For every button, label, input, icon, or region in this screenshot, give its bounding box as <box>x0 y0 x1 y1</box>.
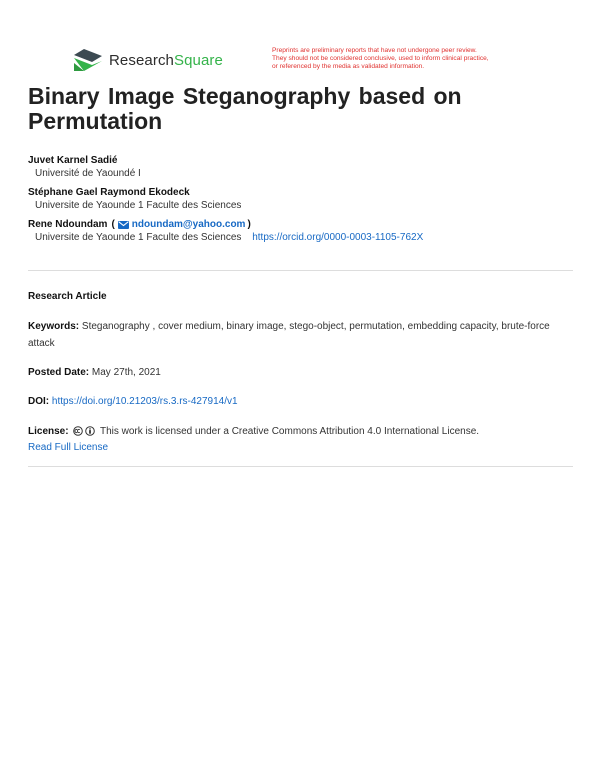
envelope-icon <box>118 221 129 229</box>
attribution-icon <box>85 426 95 436</box>
article-type: Research Article <box>28 291 107 302</box>
creative-commons-icon <box>73 426 83 436</box>
divider <box>28 466 573 467</box>
notice-line-3: or referenced by the media as validated information. <box>272 63 425 70</box>
keywords-label: Keywords: <box>28 321 80 332</box>
preprint-notice <box>272 47 552 71</box>
research-square-brand[interactable] <box>74 49 223 71</box>
author-list <box>28 154 588 250</box>
email-open-paren: ( <box>111 219 115 230</box>
brand-name: ResearchSquare <box>109 51 223 69</box>
keywords-value: Steganography , cover medium, binary image, stego-object, permutation, embedding capacity, brute-force attack <box>28 321 550 349</box>
notice-line-1: Preprints are preliminary reports that have not undergone peer review. <box>272 47 477 54</box>
email-close-paren: ) <box>247 219 251 230</box>
article-title: Binary Image Steganography based on Permutation <box>28 83 462 134</box>
author-name: Juvet Karnel Sadié <box>28 155 118 166</box>
author-affiliation: Universite de Yaounde 1 Faculte des Sciences <box>35 200 242 211</box>
read-full-license-link[interactable]: Read Full License <box>28 442 109 453</box>
doi-label: DOI: <box>28 396 50 407</box>
author-affiliation-row <box>28 231 588 245</box>
doi-link[interactable]: https://doi.org/10.21203/rs.3.rs-427914/v1 <box>51 396 238 407</box>
license <box>28 424 576 456</box>
author-name: Rene Ndoundam <box>28 219 108 230</box>
posted-date <box>28 365 576 381</box>
keywords <box>28 318 576 352</box>
author-email-link[interactable]: ndoundam@yahoo.com <box>131 219 246 230</box>
author-1 <box>28 154 588 181</box>
author-name: Stéphane Gael Raymond Ekodeck <box>28 187 190 198</box>
doi <box>28 394 576 410</box>
email-wrap <box>111 218 250 231</box>
divider <box>28 270 573 271</box>
license-label: License: <box>28 426 69 437</box>
research-square-logo-icon <box>74 49 102 71</box>
corresponding-author-row <box>28 218 588 231</box>
orcid-link[interactable]: https://orcid.org/0000-0003-1105-762X <box>252 232 424 243</box>
notice-line-2: They should not be considered conclusive, used to inform clinical practice, <box>272 55 489 62</box>
author-affiliation: Universite de Yaounde 1 Faculte des Sciences <box>35 232 242 243</box>
author-3 <box>28 218 588 245</box>
author-2 <box>28 186 588 213</box>
posted-date-label: Posted Date: <box>28 367 90 378</box>
posted-date-value: May 27th, 2021 <box>91 367 161 378</box>
cc-icons <box>73 426 95 436</box>
license-text: This work is licensed under a Creative Commons Attribution 4.0 International License. <box>99 426 480 437</box>
author-affiliation: Université de Yaoundé I <box>35 168 141 179</box>
